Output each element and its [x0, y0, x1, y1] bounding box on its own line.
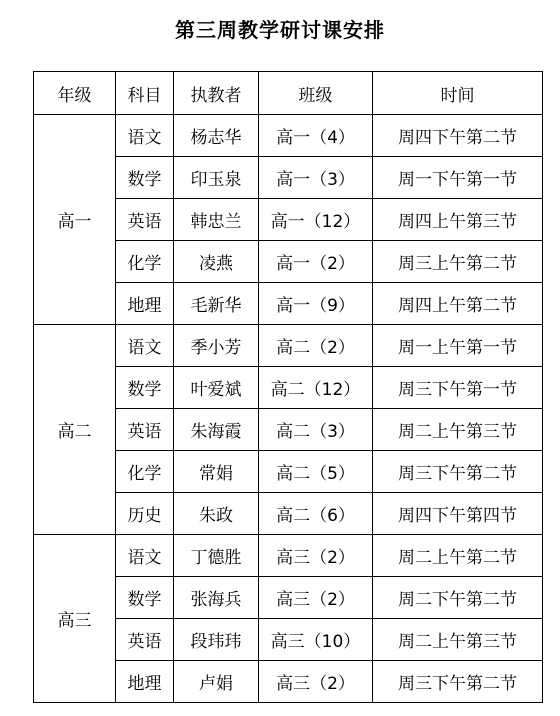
- time-cell: 周一上午第一节: [373, 325, 543, 367]
- subject-cell: 数学: [116, 577, 174, 619]
- grade-cell: 高二: [34, 325, 116, 535]
- column-header-class: 班级: [259, 72, 373, 115]
- class-cell: 高二（6）: [259, 493, 373, 535]
- table-row: [34, 535, 543, 577]
- teacher-cell: 季小芳: [174, 325, 259, 367]
- time-cell: 周四下午第四节: [373, 493, 543, 535]
- subject-cell: 数学: [116, 367, 174, 409]
- subject-cell: 化学: [116, 241, 174, 283]
- class-cell: 高三（2）: [259, 661, 373, 703]
- teacher-cell: 张海兵: [174, 577, 259, 619]
- column-header-teacher: 执教者: [174, 72, 259, 115]
- class-cell: 高一（2）: [259, 241, 373, 283]
- teacher-cell: 段玮玮: [174, 619, 259, 661]
- class-cell: 高一（9）: [259, 283, 373, 325]
- class-cell: 高二（2）: [259, 325, 373, 367]
- subject-cell: 英语: [116, 409, 174, 451]
- column-header-grade: 年级: [34, 72, 116, 115]
- class-cell: 高二（5）: [259, 451, 373, 493]
- grade-cell: 高一: [34, 115, 116, 325]
- subject-cell: 历史: [116, 493, 174, 535]
- time-cell: 周四上午第二节: [373, 283, 543, 325]
- teacher-cell: 叶爱斌: [174, 367, 259, 409]
- table-row: [34, 115, 543, 157]
- column-header-subject: 科目: [116, 72, 174, 115]
- time-cell: 周二上午第二节: [373, 535, 543, 577]
- table-body: [34, 115, 543, 703]
- time-cell: 周二上午第三节: [373, 619, 543, 661]
- class-cell: 高一（3）: [259, 157, 373, 199]
- time-cell: 周二上午第三节: [373, 409, 543, 451]
- subject-cell: 英语: [116, 619, 174, 661]
- class-cell: 高二（3）: [259, 409, 373, 451]
- teacher-cell: 朱政: [174, 493, 259, 535]
- subject-cell: 语文: [116, 325, 174, 367]
- time-cell: 周四下午第二节: [373, 115, 543, 157]
- class-cell: 高二（12）: [259, 367, 373, 409]
- subject-cell: 数学: [116, 157, 174, 199]
- subject-cell: 语文: [116, 115, 174, 157]
- schedule-table: [33, 71, 543, 703]
- class-cell: 高一（12）: [259, 199, 373, 241]
- time-cell: 周三下午第二节: [373, 451, 543, 493]
- teacher-cell: 韩忠兰: [174, 199, 259, 241]
- teacher-cell: 印玉泉: [174, 157, 259, 199]
- column-header-time: 时间: [373, 72, 543, 115]
- class-cell: 高三（10）: [259, 619, 373, 661]
- subject-cell: 英语: [116, 199, 174, 241]
- teacher-cell: 常娟: [174, 451, 259, 493]
- time-cell: 周三下午第二节: [373, 661, 543, 703]
- time-cell: 周四上午第三节: [373, 199, 543, 241]
- subject-cell: 地理: [116, 661, 174, 703]
- page-title: 第三周教学研讨课安排: [175, 18, 385, 42]
- time-cell: 周三上午第二节: [373, 241, 543, 283]
- teacher-cell: 朱海霞: [174, 409, 259, 451]
- time-cell: 周三下午第一节: [373, 367, 543, 409]
- class-cell: 高三（2）: [259, 535, 373, 577]
- time-cell: 周一下午第一节: [373, 157, 543, 199]
- class-cell: 高三（2）: [259, 577, 373, 619]
- subject-cell: 地理: [116, 283, 174, 325]
- class-cell: 高一（4）: [259, 115, 373, 157]
- teacher-cell: 丁德胜: [174, 535, 259, 577]
- teacher-cell: 卢娟: [174, 661, 259, 703]
- teacher-cell: 杨志华: [174, 115, 259, 157]
- table-row: [34, 325, 543, 367]
- subject-cell: 语文: [116, 535, 174, 577]
- header-row: [34, 72, 543, 115]
- subject-cell: 化学: [116, 451, 174, 493]
- grade-cell: 高三: [34, 535, 116, 703]
- teacher-cell: 毛新华: [174, 283, 259, 325]
- time-cell: 周二下午第二节: [373, 577, 543, 619]
- teacher-cell: 凌燕: [174, 241, 259, 283]
